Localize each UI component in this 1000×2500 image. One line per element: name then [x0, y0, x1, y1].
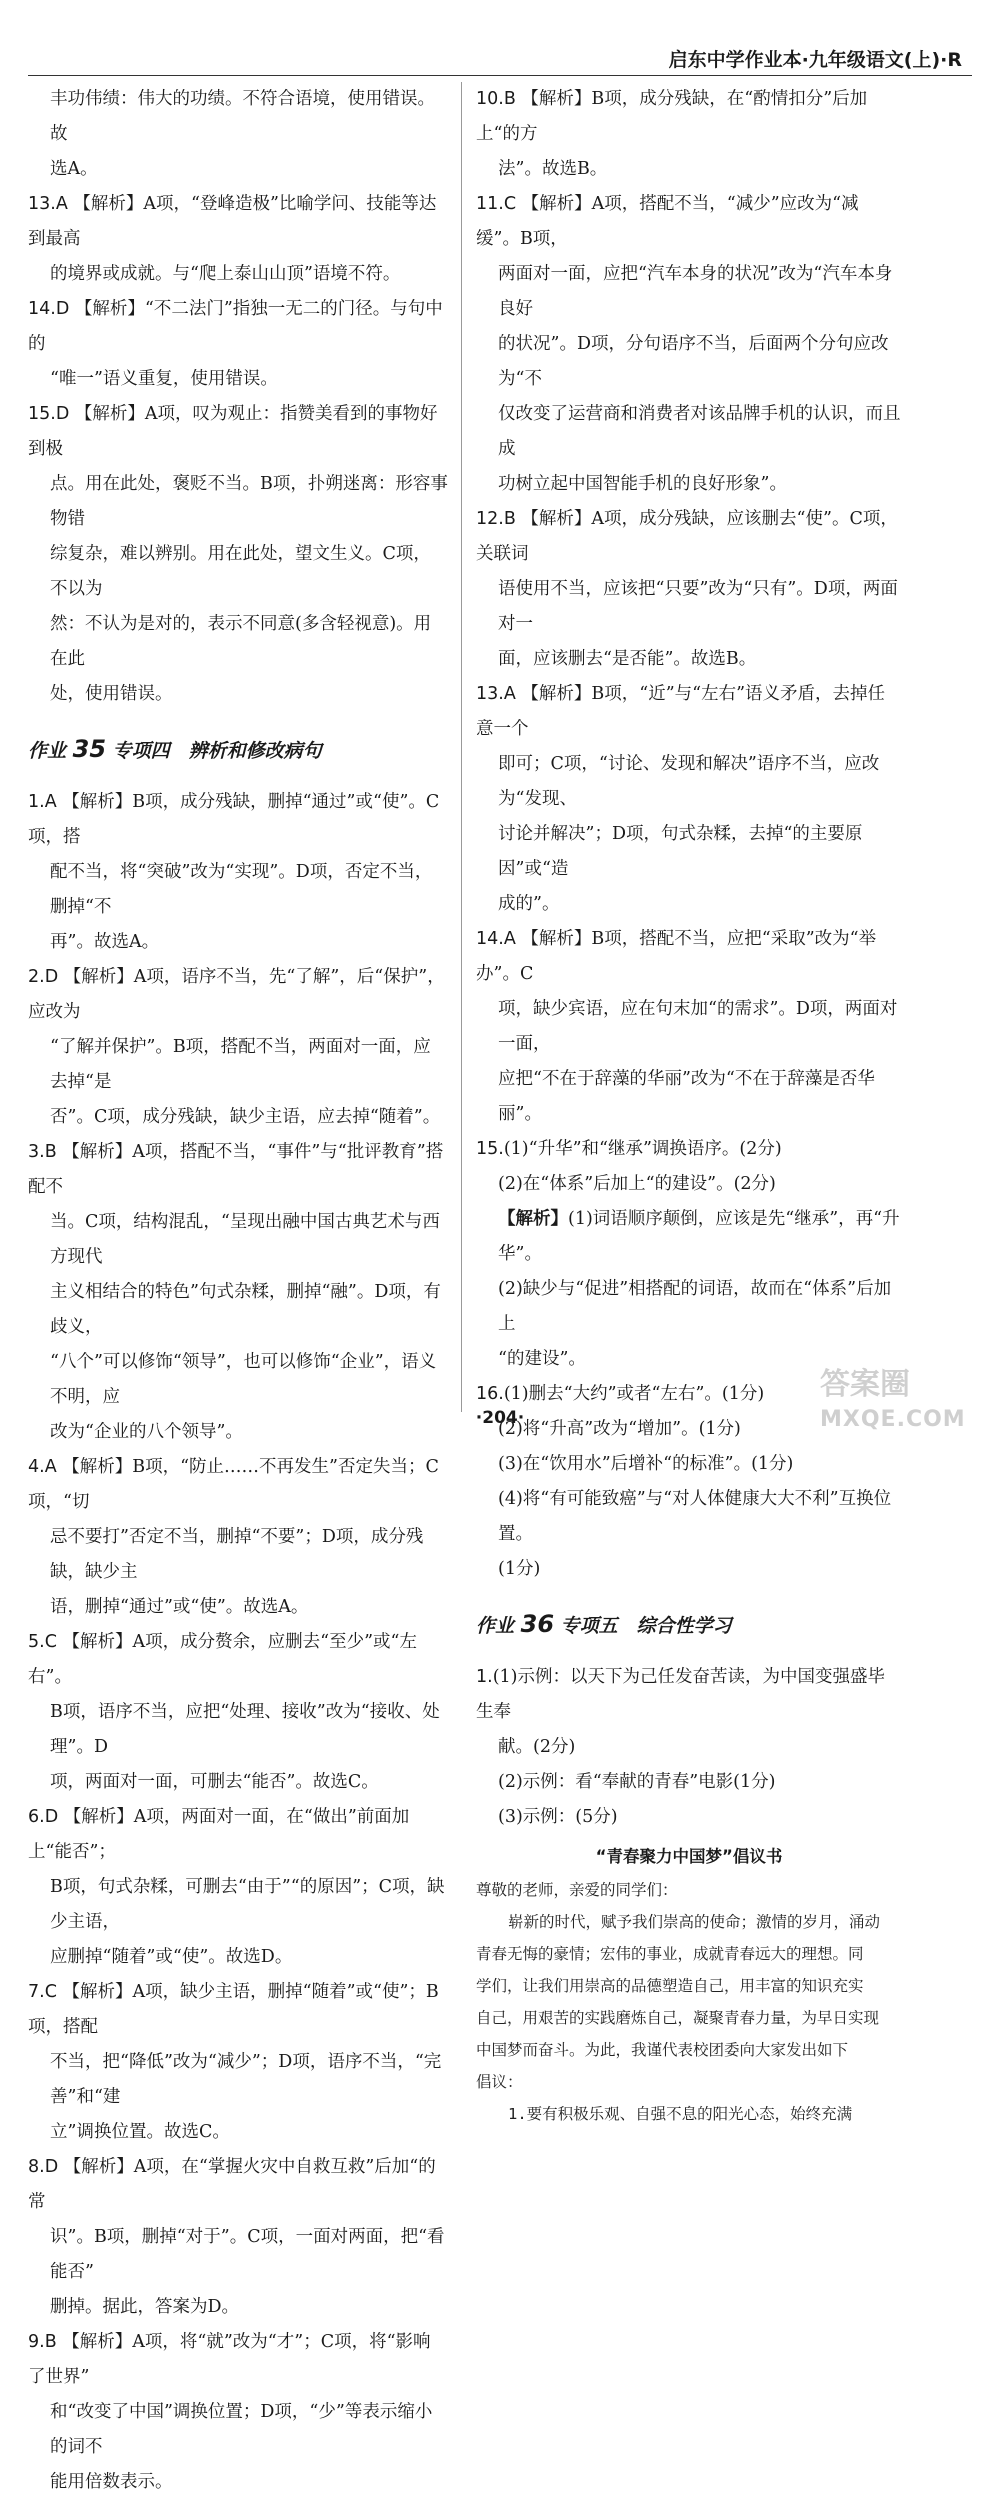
- answer-number: 5.C: [28, 1632, 57, 1652]
- right-column: [476, 82, 902, 2130]
- answer-number: 13.A: [28, 194, 68, 214]
- text-line: 配不当，将“突破”改为“实现”。D项，否定不当，删掉“不: [50, 862, 433, 917]
- text-line: (1)“升华”和“继承”调换语序。(2分): [503, 1139, 782, 1159]
- answer-number: 1.: [476, 1667, 493, 1687]
- answer-number: 14.A: [476, 929, 516, 949]
- text-line: (2)缺少与“促进”相搭配的词语，故而在“体系”后加上: [498, 1279, 892, 1334]
- text-line: 忌不要打”否定不当，删掉“不要”；D项，成分残缺，缺少主: [50, 1527, 424, 1582]
- text-line: 再”。故选A。: [50, 932, 160, 952]
- text-line: 【解析】“不二法门”指独一无二的门径。与句中的: [28, 299, 443, 354]
- answer-item: [28, 1450, 448, 1625]
- answer-item-15: [476, 1132, 902, 1377]
- answer-item-1: [476, 1660, 902, 1835]
- text-line: (1)词语顺序颠倒，应该是先“继承”，再“升华”。: [498, 1209, 900, 1264]
- text-line: 献。(2分): [498, 1737, 576, 1757]
- text-line: B项，句式杂糅，可删去“由于”“的原因”；C项，缺少主语，: [50, 1877, 445, 1932]
- text-line: 不当，把“降低”改为“减少”；D项，语序不当，“完善”和“建: [50, 2052, 442, 2107]
- page-number: ·204·: [475, 1408, 525, 1428]
- answer-number: 16.: [476, 1384, 504, 1404]
- text-line: 项，两面对一面，可删去“能否”。故选C。: [50, 1772, 379, 1792]
- answer-number: 1.A: [28, 792, 57, 812]
- answer-number: 15.D: [28, 404, 70, 424]
- text-line: 删掉。据此，答案为D。: [50, 2297, 240, 2317]
- letter-point: 1.要有积极乐观、自强不息的阳光心态，始终充满: [508, 2105, 853, 2123]
- answer-item: [28, 292, 448, 397]
- text-line: 【解析】B项，“防止……不再发生”否定失当；C项，“切: [28, 1457, 439, 1512]
- text-line: 法”。故选B。: [498, 159, 608, 179]
- text-line: 【解析】A项，“登峰造极”比喻学问、技能等达到最高: [28, 194, 437, 249]
- text-line: (1分): [498, 1559, 541, 1579]
- answer-item: [476, 922, 902, 1132]
- text-line: 【解析】B项，搭配不当，应把“采取”改为“举办”。C: [476, 929, 877, 984]
- watermark-logo: [820, 1365, 970, 1445]
- text-line: (2)将“升高”改为“增加”。(1分): [498, 1419, 741, 1439]
- answer-item: [28, 2150, 448, 2325]
- text-line: 【解析】A项，语序不当，先“了解”，后“保护”，应改为: [28, 967, 445, 1022]
- section-number: 36: [520, 1610, 555, 1638]
- answer-item: [28, 2325, 448, 2500]
- section-heading-35: [28, 732, 448, 769]
- letter-greeting: 尊敬的老师，亲爱的同学们：: [476, 1881, 678, 1899]
- section-prefix: 作业: [476, 1615, 515, 1637]
- letter-line: 倡议：: [476, 2073, 523, 2091]
- text-line: 【解析】A项，搭配不当，“事件”与“批评教育”搭配不: [28, 1142, 444, 1197]
- answer-item: [28, 397, 448, 712]
- text-line: 功树立起中国智能手机的良好形象”。: [498, 474, 787, 494]
- text-line: 选A。: [50, 159, 98, 179]
- text-line: “八个”可以修饰“领导”，也可以修饰“企业”，语义不明，应: [50, 1352, 437, 1407]
- answer-item: [28, 1975, 448, 2150]
- text-line: 应把“不在于辞藻的华丽”改为“不在于辞藻是否华丽”。: [498, 1069, 875, 1124]
- page-header: [28, 44, 972, 76]
- answer-number: 6.D: [28, 1807, 59, 1827]
- answer-number: 8.D: [28, 2157, 59, 2177]
- text-line: 处，使用错误。: [50, 684, 173, 704]
- text-line: 综复杂，难以辨别。用在此处，望文生义。C项，不以为: [50, 544, 431, 599]
- watermark-url: MXQE.COM: [820, 1407, 966, 1432]
- answer-item: [476, 82, 902, 187]
- answer-item: [28, 187, 448, 292]
- header-title: 启东中学作业本·九年级语文(上)·R: [668, 49, 962, 71]
- text-line: 【解析】A项，缺少主语，删掉“随着”或“使”；B项，搭配: [28, 1982, 439, 2037]
- text-line: B项，语序不当，应把“处理、接收”改为“接收、处理”。D: [50, 1702, 440, 1757]
- text-line: “的建设”。: [498, 1349, 586, 1369]
- answer-number: 12.B: [476, 509, 516, 529]
- text-line: 当。C项，结构混乱，“呈现出融中国古典艺术与西方现代: [50, 1212, 440, 1267]
- text-line: 主义相结合的特色”句式杂糅，删掉“融”。D项，有歧义，: [50, 1282, 441, 1337]
- text-line: 改为“企业的八个领导”。: [50, 1422, 243, 1442]
- text-line: 和“改变了中国”调换位置；D项，“少”等表示缩小的词不: [50, 2402, 433, 2457]
- answer-number: 9.B: [28, 2332, 57, 2352]
- text-line: 【解析】A项，两面对一面，在“做出”前面加上“能否”；: [28, 1807, 410, 1862]
- answer-number: 14.D: [28, 299, 70, 319]
- text-line: “唯一”语义重复，使用错误。: [50, 369, 278, 389]
- text-line: 项，缺少宾语，应在句末加“的需求”。D项，两面对一面，: [498, 999, 898, 1054]
- text-line: (3)示例：(5分): [498, 1807, 618, 1827]
- text-line: 即可；C项，“讨论、发现和解决”语序不当，应改为“发现、: [498, 754, 880, 809]
- answer-number: 15.: [476, 1139, 504, 1159]
- text-line: 否”。C项，成分残缺，缺少主语，应去掉“随着”。: [50, 1107, 441, 1127]
- text-line: 然：不认为是对的，表示不同意(多含轻视意)。用在此: [50, 614, 432, 669]
- text-line: 立”调换位置。故选C。: [50, 2122, 230, 2142]
- letter-line: 崭新的时代，赋予我们崇高的使命；激情的岁月，涌动: [508, 1913, 881, 1931]
- column-divider: [461, 82, 462, 1412]
- answer-item: [28, 1800, 448, 1975]
- carryover-text: [28, 82, 448, 187]
- text-line: 的状况”。D项，分句语序不当，后面两个分句应改为“不: [498, 334, 889, 389]
- text-line: 语，删掉“通过”或“使”。故选A。: [50, 1597, 309, 1617]
- section-prefix: 作业: [28, 740, 67, 762]
- section-number: 35: [72, 735, 107, 763]
- text-line: 的境界或成就。与“爬上泰山山顶”语境不符。: [50, 264, 401, 284]
- text-line: 【解析】B项，成分残缺，在“酌情扣分”后加上“的方: [476, 89, 868, 144]
- letter-line: 自己，用艰苦的实践磨炼自己，凝聚青春力量，为早日实现: [476, 2009, 880, 2027]
- text-line: (1)示例：以天下为己任发奋苦读，为中国变强盛毕生奉: [476, 1667, 885, 1722]
- answer-number: 4.A: [28, 1457, 57, 1477]
- answer-number: 10.B: [476, 89, 516, 109]
- answer-item: [476, 677, 902, 922]
- text-line: 【解析】B项，“近”与“左右”语义矛盾，去掉任意一个: [476, 684, 886, 739]
- text-line: 丰功伟绩：伟大的功绩。不符合语境，使用错误。故: [50, 89, 435, 144]
- text-line: 【解析】A项，将“就”改为“才”；C项，将“影响了世界”: [28, 2332, 431, 2387]
- answer-number: 13.A: [476, 684, 516, 704]
- text-line: 识”。B项，删掉“对于”。C项，一面对两面，把“看能否”: [50, 2227, 445, 2282]
- handwritten-letter: [476, 1874, 902, 2130]
- text-line: (4)将“有可能致癌”与“对人体健康大大不利”互换位置。: [498, 1489, 892, 1544]
- text-line: 两面对一面，应把“汽车本身的状况”改为“汽车本身良好: [498, 264, 893, 319]
- left-column: [28, 82, 448, 2500]
- analysis-tag: 【解析】: [498, 1209, 568, 1229]
- text-line: 【解析】A项，在“掌握火灾中自救互救”后加“的常: [28, 2157, 436, 2212]
- text-line: (3)在“饮用水”后增补“的标准”。(1分): [498, 1454, 794, 1474]
- section-heading-36: [476, 1607, 902, 1644]
- answer-number: 11.C: [476, 194, 517, 214]
- answer-number: 7.C: [28, 1982, 57, 2002]
- letter-title: “青春聚力中国梦”倡议书: [595, 1847, 783, 1866]
- section-title: 专项四 辨析和修改病句: [112, 740, 322, 762]
- answer-number: 3.B: [28, 1142, 57, 1162]
- text-line: 能用倍数表示。: [50, 2472, 173, 2492]
- letter-line: 中国梦而奋斗。为此，我谨代表校团委向大家发出如下: [476, 2041, 849, 2059]
- text-line: 仅改变了运营商和消费者对该品牌手机的认识，而且成: [498, 404, 901, 459]
- text-line: (2)示例：看“奉献的青春”电影(1分): [498, 1772, 776, 1792]
- text-line: 【解析】A项，搭配不当，“减少”应改为“减缓”。B项，: [476, 194, 859, 249]
- answer-number: 2.D: [28, 967, 59, 987]
- section-title: 专项五 综合性学习: [560, 1615, 732, 1637]
- watermark-text: 答案圈: [820, 1367, 910, 1402]
- text-line: (1)删去“大约”或者“左右”。(1分): [503, 1384, 765, 1404]
- text-line: 讨论并解决”；D项，句式杂糅，去掉“的主要原因”或“造: [498, 824, 863, 879]
- answer-item: [28, 1625, 448, 1800]
- letter-line: 学们，让我们用崇高的品德塑造自己，用丰富的知识充实: [476, 1977, 864, 1995]
- text-line: “了解并保护”。B项，搭配不当，两面对一面，应去掉“是: [50, 1037, 431, 1092]
- text-line: 【解析】B项，成分残缺，删掉“通过”或“使”。C项，搭: [28, 792, 440, 847]
- text-line: 应删掉“随着”或“使”。故选D。: [50, 1947, 293, 1967]
- answer-item: [28, 785, 448, 960]
- answer-item: [28, 1135, 448, 1450]
- text-line: (2)在“体系”后加上“的建设”。(2分): [498, 1174, 776, 1194]
- text-line: 【解析】A项，成分赘余，应删去“至少”或“左右”。: [28, 1632, 417, 1687]
- text-line: 成的”。: [498, 894, 560, 914]
- answer-item: [476, 187, 902, 502]
- answer-item: [476, 502, 902, 677]
- letter-line: 青春无悔的豪情；宏伟的事业，成就青春远大的理想。同: [476, 1945, 864, 1963]
- text-line: 面，应该删去“是否能”。故选B。: [498, 649, 757, 669]
- text-line: 点。用在此处，褒贬不当。B项，扑朔迷离：形容事物错: [50, 474, 448, 529]
- answer-item: [28, 960, 448, 1135]
- text-line: 【解析】A项，成分残缺，应该删去“使”。C项，关联词: [476, 509, 898, 564]
- text-line: 语使用不当，应该把“只要”改为“只有”。D项，两面对一: [498, 579, 898, 634]
- text-line: 【解析】A项，叹为观止：指赞美看到的事物好到极: [28, 404, 438, 459]
